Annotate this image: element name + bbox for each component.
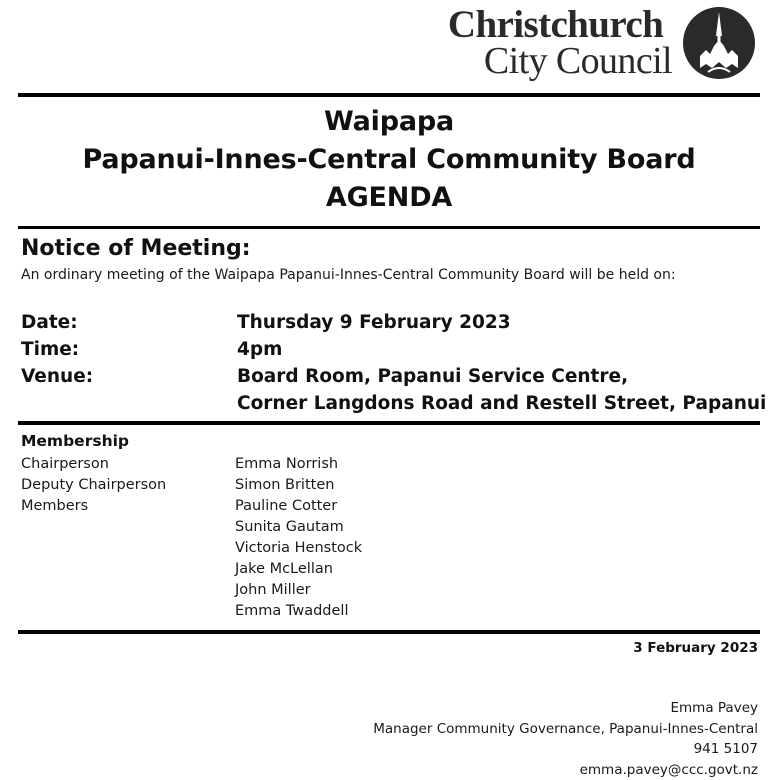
member-row [21,538,362,559]
venue-value-line-2: Corner Langdons Road and Restell Street, Papanui [237,390,766,417]
time-label: Time: [21,336,237,363]
logo-line-2: City Council [448,43,672,79]
member-name: Emma Norrish [235,454,338,475]
member-role [21,580,235,601]
notice-heading: Notice of Meeting: [21,236,251,261]
member-name: Jake McLellan [235,559,333,580]
membership-heading: Membership [21,432,129,450]
date-label: Date: [21,309,237,336]
member-role [21,601,235,622]
agenda-title [18,103,760,217]
logo-line-1: Christchurch [448,7,672,43]
cathedral-emblem-icon [682,6,756,80]
time-row [21,336,766,363]
logo-wordmark [448,7,672,79]
member-row [21,496,362,517]
member-row [21,454,362,475]
member-name: Victoria Henstock [235,538,362,559]
member-role [21,559,235,580]
member-row [21,517,362,538]
title-board-name: Waipapa [18,103,760,141]
date-value: Thursday 9 February 2023 [237,309,511,336]
member-name: Pauline Cotter [235,496,337,517]
contact-name: Emma Pavey [373,698,758,719]
member-role: Deputy Chairperson [21,475,235,496]
venue-row-2 [21,390,766,417]
venue-row [21,363,766,390]
council-logo [448,6,756,80]
date-row [21,309,766,336]
membership-list [21,454,362,622]
time-value: 4pm [237,336,282,363]
venue-label-spacer [21,390,237,417]
member-row [21,601,362,622]
notice-intro: An ordinary meeting of the Waipapa Papanui-Innes-Central Community Board will be held on: [21,267,676,283]
member-row [21,559,362,580]
contact-email-link[interactable]: emma.pavey@ccc.govt.nz [373,760,758,780]
notice-divider [18,226,760,229]
member-row [21,580,362,601]
contact-block [373,698,758,780]
venue-label: Venue: [21,363,237,390]
contact-phone: 941 5107 [373,739,758,760]
member-name: Sunita Gautam [235,517,344,538]
member-role [21,538,235,559]
membership-divider [18,421,760,425]
bottom-divider [18,630,760,634]
top-divider [18,93,760,97]
issue-date: 3 February 2023 [633,640,758,656]
member-name: John Miller [235,580,311,601]
title-agenda: AGENDA [18,179,760,217]
member-role: Members [21,496,235,517]
member-role [21,517,235,538]
meeting-details [21,309,766,417]
member-name: Emma Twaddell [235,601,349,622]
member-name: Simon Britten [235,475,334,496]
title-board-fullname: Papanui-Innes-Central Community Board [18,141,760,179]
member-row [21,475,362,496]
venue-value-line-1: Board Room, Papanui Service Centre, [237,363,628,390]
member-role: Chairperson [21,454,235,475]
contact-title: Manager Community Governance, Papanui-Innes-Central [373,719,758,740]
